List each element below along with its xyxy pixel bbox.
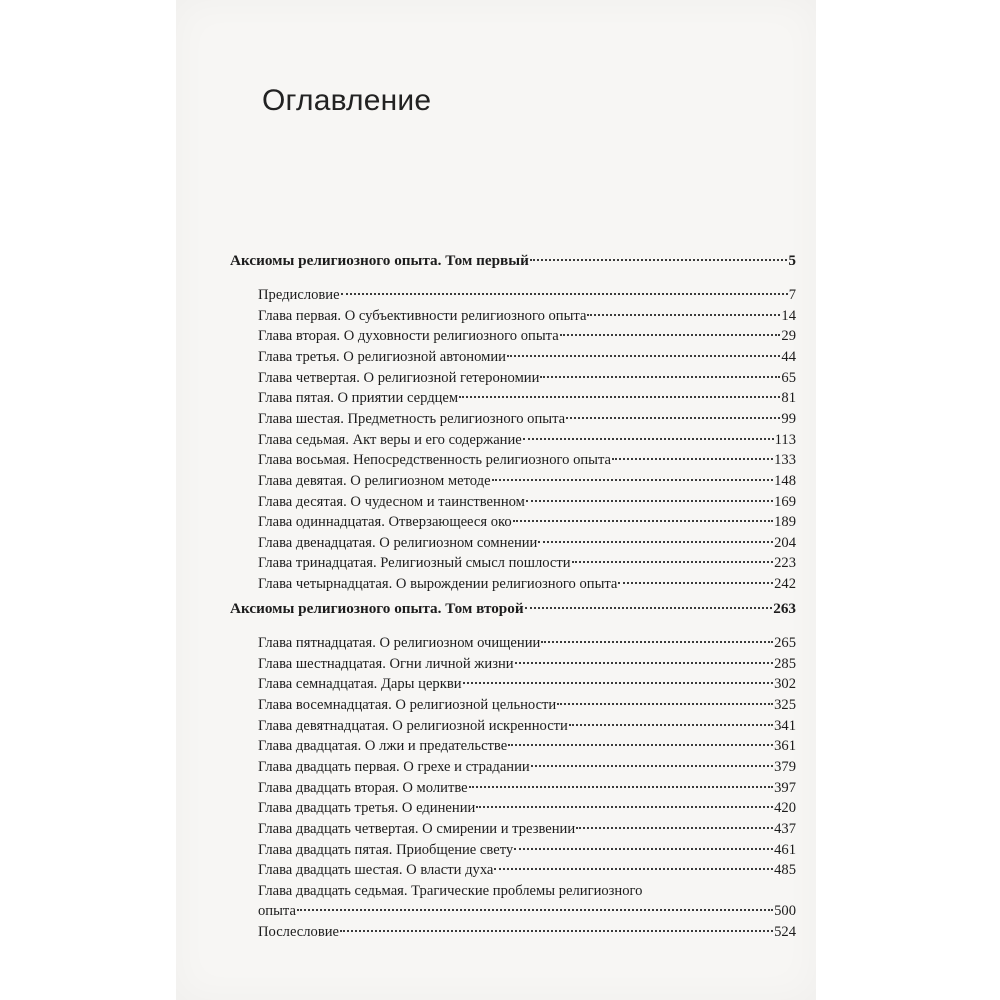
dot-leader [492,478,774,481]
toc-part-heading [230,598,796,620]
dot-leader [515,661,774,664]
toc-entry-page-number: 65 [781,369,796,386]
toc-entry-title: Предисловие [258,287,340,303]
toc-entry-continuation-page-number: 500 [774,903,796,920]
dot-leader [531,764,773,767]
dot-leader [612,457,773,460]
dot-leader [587,313,780,316]
toc-entry [258,632,796,654]
dot-leader [530,258,788,261]
toc-part-heading-page-number: 5 [788,252,796,269]
toc-entry [258,694,796,716]
toc-entry-title: Глава четырнадцатая. О вырождении религиозного опыта [258,576,618,593]
toc-entry-page-number: 113 [774,431,796,448]
toc-entry [258,735,796,757]
toc-entry-page-number: 285 [774,655,796,672]
toc-part-heading-title: Аксиомы религиозного опыта. Том второй [230,600,524,617]
toc-entry [258,653,796,675]
toc-entry-title: Глава двенадцатая. О религиозном сомнении [258,534,538,551]
dot-leader [566,416,780,419]
dot-leader [507,354,780,357]
toc-entry [258,756,796,778]
dot-leader [514,847,773,850]
toc-entry [258,387,796,409]
toc-entry [258,552,796,574]
toc-entry-title: Глава шестнадцатая. Огни личной жизни [258,655,514,672]
toc-entry [258,325,796,347]
toc-entry-page-number: 44 [781,348,796,365]
toc-entry [258,429,796,451]
toc-entry-page-number: 325 [774,696,796,713]
toc-entry [258,839,796,861]
toc-entry [258,797,796,819]
dot-leader [463,681,774,684]
toc-entry-page-number: 242 [774,576,796,593]
dot-leader [557,702,773,705]
dot-leader [494,867,773,870]
dot-leader [508,743,773,746]
dot-leader [459,395,780,398]
toc-entry-title: Глава тринадцатая. Религиозный смысл пошлости [258,555,571,572]
toc-entry-page-number: 223 [774,555,796,572]
toc-part-heading [230,250,796,272]
toc-entry-title: Глава пятнадцатая. О религиозном очищении [258,635,541,651]
toc-entry-page-number: 81 [781,390,796,407]
toc-entry [258,673,796,695]
toc-entry-page-number: 461 [774,841,796,858]
toc-entry-page-number: 379 [774,758,796,775]
dot-leader [572,560,774,563]
toc-entry-title: Глава седьмая. Акт веры и его содержание [258,431,522,448]
dot-leader [618,581,773,584]
dot-leader [540,375,780,378]
toc-entry [258,777,796,799]
toc-entry [258,491,796,513]
toc-entry-title: Глава вторая. О духовности религиозного опыта [258,328,559,345]
toc-entry [258,284,796,306]
toc-entry-page-number: 204 [774,534,796,551]
toc-entry [258,449,796,471]
toc-entry-title: Глава десятая. О чудесном и таинственном [258,493,525,510]
toc-entry-title: Глава двадцать вторая. О молитве [258,779,468,796]
toc-entry-title: Глава шестая. Предметность религиозного опыта [258,410,566,427]
toc-entry-title: Глава двадцатая. О лжи и предательстве [258,738,508,755]
toc-entry [258,511,796,533]
dot-leader [341,292,788,295]
toc-entry-title: Глава первая. О субъективности религиозного опыта [258,307,587,324]
toc-entry-title: Глава двадцать шестая. О власти духа [258,862,494,879]
toc-part-heading-title: Аксиомы религиозного опыта. Том первый [230,252,529,269]
toc-entry [258,859,796,881]
toc-entry-title: Глава третья. О религиозной автономии [258,348,506,365]
toc-entry-page-number: 341 [774,717,796,734]
toc-entry-title: Глава девятая. О религиозном методе [258,472,491,489]
toc-entry-page-number: 133 [774,452,796,469]
toc-entry-page-number: 524 [774,924,796,941]
toc-entry [258,715,796,737]
toc-entry-page-number: 14 [781,307,796,324]
toc-entry-title: Глава девятнадцатая. О религиозной искренности [258,717,568,734]
toc-entry [258,408,796,430]
toc-entry-page-number: 189 [774,514,796,531]
toc-entry [258,532,796,554]
dot-leader [476,805,773,808]
toc-entry-title: Глава семнадцатая. Дары церкви [258,676,462,693]
toc-entry [258,573,796,595]
toc-entry-page-number: 302 [774,676,796,693]
dot-leader [523,437,774,440]
toc-entry-page-number: 99 [781,410,796,427]
toc-entry-page-number: 148 [774,472,796,489]
page-title: Оглавление [262,84,432,117]
toc-entry [258,305,796,327]
dot-leader [297,908,773,911]
toc-entry-page-number: 265 [774,635,796,651]
toc-entry [258,470,796,492]
dot-leader [525,606,773,609]
dot-leader [469,785,773,788]
toc-entry-title: Глава двадцать третья. О единении [258,800,476,817]
toc-entry-page-number: 169 [774,493,796,510]
toc-entry-page-number: 29 [781,328,796,345]
toc-entry-page-number: 485 [774,862,796,879]
toc-entry-title: Глава восьмая. Непосредственность религиозного опыта [258,452,612,469]
dot-leader [526,499,773,502]
toc-part-heading-page-number: 263 [773,600,796,617]
dot-leader [569,723,773,726]
toc-entry-page-number: 361 [774,738,796,755]
dot-leader [513,519,773,522]
dot-leader [560,333,781,336]
dot-leader [340,929,773,932]
toc-entry [258,818,796,840]
toc-entry-continuation [258,900,796,922]
toc-entry-title: Глава четвертая. О религиозной гетерономии [258,369,540,386]
dot-leader [541,640,773,643]
toc-entry [258,921,796,943]
toc-entry-page-number: 7 [788,287,796,303]
toc-entry-title: Послесловие [258,924,340,941]
toc-entry-page-number: 397 [774,779,796,796]
toc-entry-continuation-title: опыта [258,903,296,920]
toc-entry-title: Глава двадцать пятая. Приобщение свету [258,841,514,858]
toc-entry [258,346,796,368]
dot-leader [538,540,773,543]
toc-entry-page-number: 420 [774,800,796,817]
toc-entry-page-number: 437 [774,820,796,837]
toc-entry-title: Глава восемнадцатая. О религиозной цельности [258,696,557,713]
toc-entry-title: Глава двадцать первая. О грехе и страдании [258,758,530,775]
toc-entry-title: Глава двадцать четвертая. О смирении и трезвении [258,820,576,837]
toc-entry [258,367,796,389]
toc-entry-title: Глава одиннадцатая. Отверзающееся око [258,514,512,531]
dot-leader [576,826,773,829]
toc-entry-title: Глава двадцать седьмая. Трагические проблемы религиозного [258,882,643,899]
toc-entry-title: Глава пятая. О приятии сердцем [258,390,459,407]
